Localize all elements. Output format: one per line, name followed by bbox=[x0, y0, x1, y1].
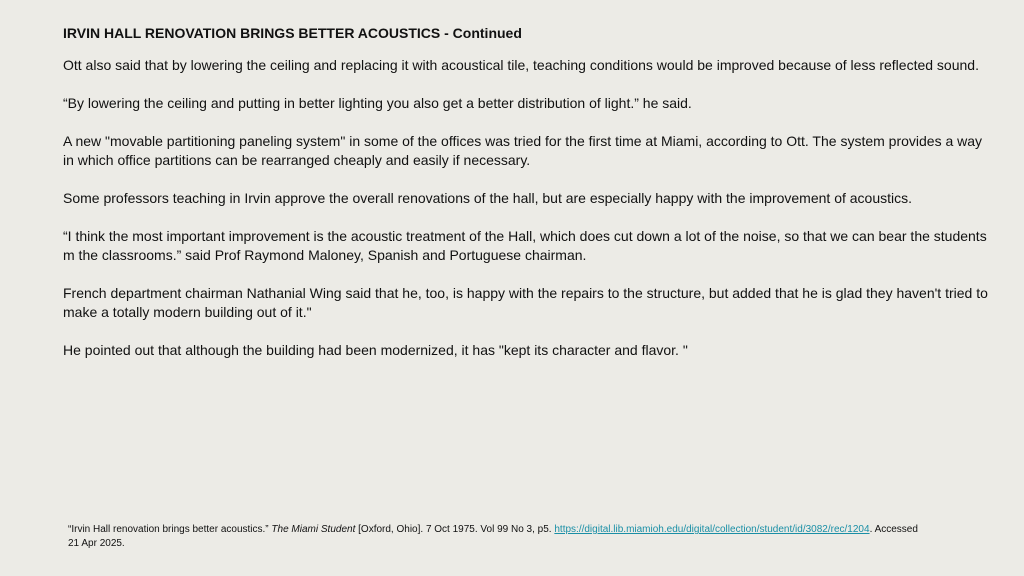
paragraph-7: He pointed out that although the building had been modernized, it has "kept its character and flavor. " bbox=[63, 342, 688, 358]
page-title: IRVIN HALL RENOVATION BRINGS BETTER ACOUSTICS - Continued bbox=[63, 25, 522, 41]
paragraph-1: Ott also said that by lowering the ceiling and replacing it with acoustical tile, teaching conditions would be improved because of less reflected sound. bbox=[63, 57, 979, 73]
citation-footnote bbox=[68, 523, 928, 550]
citation-article: “Irvin Hall renovation brings better acoustics.” bbox=[68, 524, 272, 535]
article-body bbox=[63, 24, 993, 379]
citation-accessed: . Accessed 21 Apr 2025. bbox=[68, 524, 918, 549]
paragraph-6: French department chairman Nathanial Wing said that he, too, is happy with the repairs to the structure, but added that he is glad they haven't tried to make a totally modern building out of it." bbox=[63, 285, 988, 320]
citation-details: [Oxford, Ohio]. 7 Oct 1975. Vol 99 No 3, p5. bbox=[355, 524, 555, 535]
paragraph-4: Some professors teaching in Irvin approve the overall renovations of the hall, but are especially happy with the improvement of acoustics. bbox=[63, 190, 913, 206]
paragraph-3: A new "movable partitioning paneling system" in some of the offices was tried for the first time at Miami, according to Ott. The system provides a way in which office partitions can be rearranged cheaply and easily if necessary. bbox=[63, 133, 983, 168]
paragraph-2: “By lowering the ceiling and putting in better lighting you also get a better distribution of light.” he said. bbox=[63, 95, 692, 111]
paragraph-5: “I think the most important improvement is the acoustic treatment of the Hall, which does cut down a lot of the noise, so that we can bear the students m the classrooms.” said Prof Raymond Maloney, Spanish and Portuguese chairman. bbox=[63, 228, 987, 263]
citation-link[interactable]: https://digital.lib.miamioh.edu/digital/collection/student/id/3082/rec/1204 bbox=[554, 524, 870, 535]
citation-source: The Miami Student bbox=[271, 524, 356, 535]
